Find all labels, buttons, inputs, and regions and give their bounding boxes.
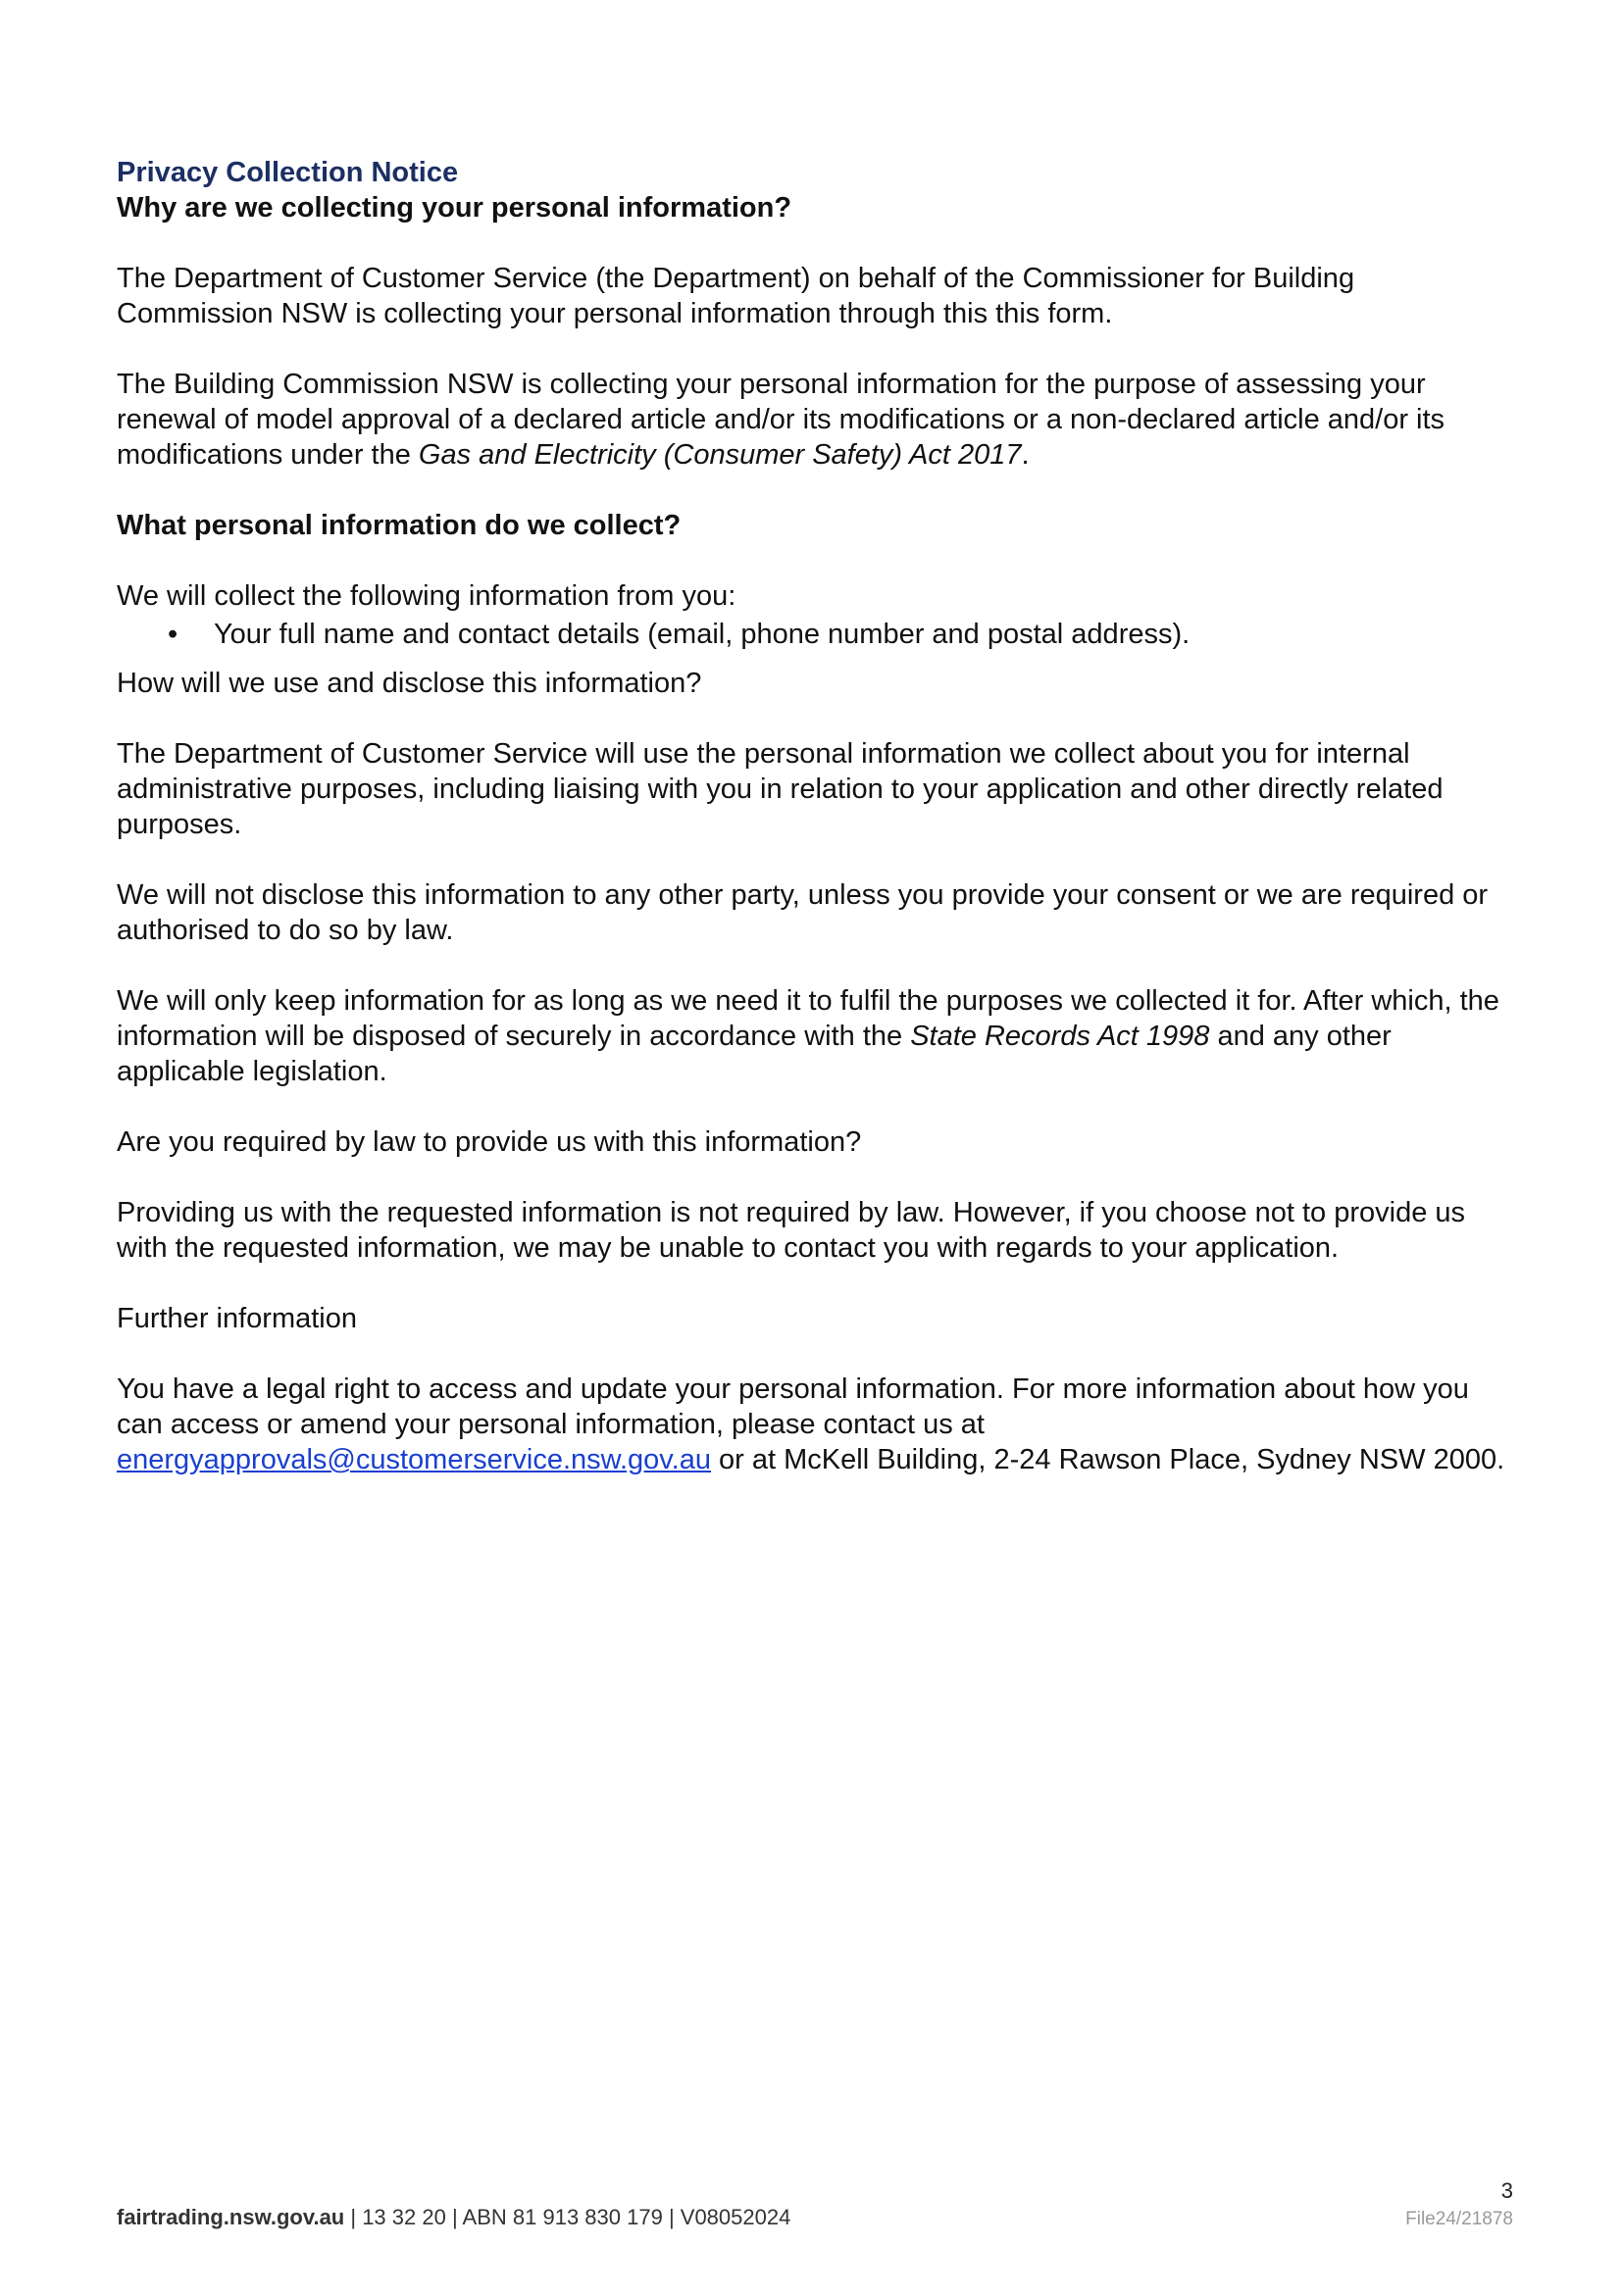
how-paragraph-3-text: We will only keep information for as long as we need it to fulfil the purposes we collected it for. After which, the information will be disposed of securely in accordance with the <box>117 985 1499 1052</box>
further-heading: Further information <box>117 1303 357 1334</box>
footer-details: | 13 32 20 | ABN 81 913 830 179 | V08052024 <box>344 2205 791 2229</box>
state-records-act: State Records Act 1998 <box>910 1021 1210 1052</box>
contact-email-link[interactable]: energyapprovals@customerservice.nsw.gov.au <box>117 1444 711 1475</box>
gas-electricity-act: Gas and Electricity (Consumer Safety) Act 2017 <box>418 439 1022 471</box>
how-paragraph-3 <box>117 983 1509 1089</box>
why-paragraph-1: The Department of Customer Service (the Department) on behalf of the Commissioner for Building Commission NSW is collecting your personal information through this this form. <box>117 263 1355 329</box>
list-item-text: Your full name and contact details (email, phone number and postal address). <box>214 619 1191 650</box>
how-paragraph-1: The Department of Customer Service will use the personal information we collect about you for internal administrative purposes, including liaising with you in relation to your application and other directly related purposes. <box>117 738 1444 840</box>
why-paragraph-2-end: . <box>1021 439 1030 471</box>
why-paragraph-2-text: The Building Commission NSW is collecting your personal information for the purpose of assessing your renewal of model approval of a declared article and/or its modifications or a non-declared article and/or its modifications under the <box>117 369 1445 471</box>
list-item <box>117 617 1509 652</box>
what-heading: What personal information do we collect? <box>117 510 682 541</box>
why-heading: Why are we collecting your personal information? <box>117 192 792 224</box>
further-paragraph-1 <box>117 1372 1509 1477</box>
file-reference: File24/21878 <box>1405 2209 1513 2229</box>
privacy-notice <box>117 155 1509 1477</box>
further-paragraph-1-end: or at McKell Building, 2-24 Rawson Place, Sydney NSW 2000. <box>710 1444 1505 1475</box>
bullet-icon: • <box>168 619 178 650</box>
how-paragraph-3-end: and any other applicable legislation. <box>117 1021 1392 1087</box>
how-paragraph-2: We will not disclose this information to any other party, unless you provide your consent or we are required or authorised to do so by law. <box>117 879 1489 946</box>
law-paragraph-1: Providing us with the requested information is not required by law. However, if you choose not to provide us with the requested information, we may be unable to contact you with regards to your application. <box>117 1197 1466 1264</box>
what-list <box>117 617 1509 652</box>
further-paragraph-1-text: You have a legal right to access and update your personal information. For more information about how you can access or amend your personal information, please contact us at <box>117 1373 1469 1440</box>
notice-title: Privacy Collection Notice <box>117 157 459 188</box>
footer-contact <box>117 2204 790 2231</box>
what-intro: We will collect the following information from you: <box>117 580 736 612</box>
page-number: 3 <box>1500 2178 1513 2203</box>
how-heading: How will we use and disclose this information? <box>117 668 702 699</box>
law-heading: Are you required by law to provide us with this information? <box>117 1126 862 1158</box>
footer-domain: fairtrading.nsw.gov.au <box>117 2205 345 2229</box>
why-paragraph-2 <box>117 367 1509 473</box>
